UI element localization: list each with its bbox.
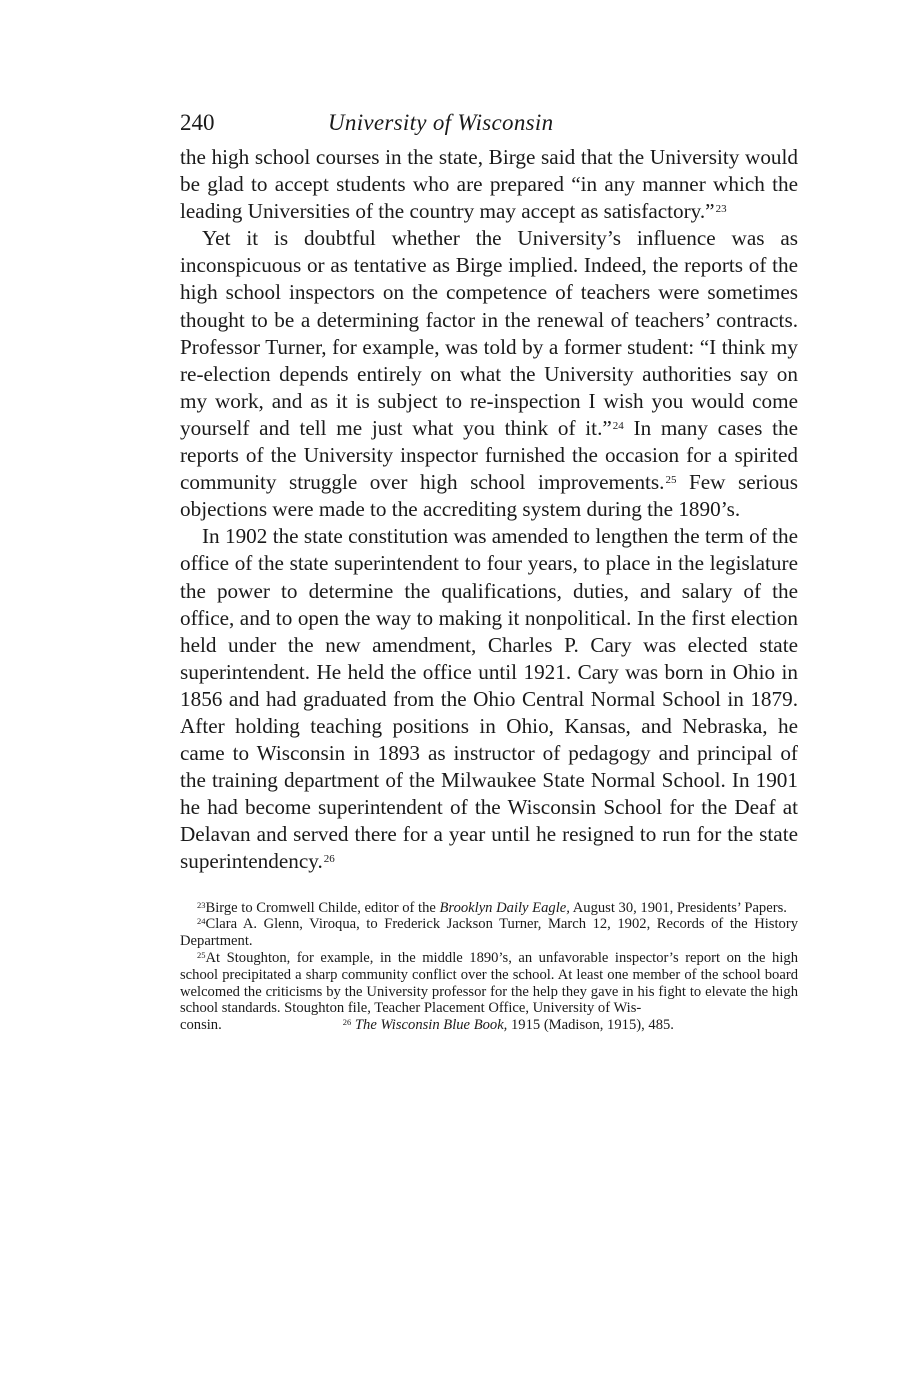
footnote-23 [180,900,798,917]
footnote-ref-24: 24 [612,419,624,432]
footnote-ref-25: 25 [665,474,677,487]
paragraph-1-text: the high school courses in the state, Birge said that the University would be glad to accept students who are prepared “in any manner which the leading Universities of the country may accept as satisfactory.” [180,145,798,224]
footnote-25 [180,950,798,1017]
footnote-23-text-b: August 30, 1901, Presidents’ Papers. [569,899,787,916]
body-text [180,144,798,876]
footnote-25-number: 25 [197,949,206,960]
footnote-ref-23: 23 [715,203,727,216]
footnote-23-italic: Brooklyn Daily Eagle, [439,899,570,916]
page-number: 240 [180,110,215,135]
footnote-25-end-and-26 [180,1017,798,1034]
footnote-26-text: 1915 (Madison, 1915), 485. [507,1017,674,1034]
footnotes [180,900,798,1034]
footnote-25-text: At Stoughton, for example, in the middle 1890’s, an unfavorable inspector’s report on the high school precipitated a sharp community conflict over the school. At least one member of the school board welcomed the criticisms by the University professor for the help they gave in his fight to elevate the high school standards. Stoughton file, Teacher Placement Office, University of Wis- [180,949,798,1017]
book-page [180,110,798,1034]
footnote-ref-26: 26 [323,853,335,866]
paragraph-2-text-a: Yet it is doubtful whether the University’s influence was as inconspicuous or as tentative as Birge implied. Indeed, the reports of the high school inspectors on the competence of teachers were sometimes thought to be a determining factor in the renewal of teachers’ contracts. Professor Turner, for example, was told by a former student: “I think my re-election depends entirely on what the University authorities say on my work, and as it is subject to re-inspection I wish you would come yourself and tell me just what you think of it.” [180,226,798,440]
paragraph-3-text: In 1902 the state constitution was amended to lengthen the term of the office of the state superintendent to four years, to place in the legislature the power to determine the qualifications, duties, and salary of the office, and to open the way to making it nonpolitical. In the first election held under the new amendment, Charles P. Cary was elected state superintendent. He held the office until 1921. Cary was born in Ohio in 1856 and had graduated from the Ohio Central Normal School in 1879. After holding teaching positions in Ohio, Kansas, and Nebraska, he came to Wisconsin in 1893 as instructor of pedagogy and principal of the training department of the Milwaukee State Normal School. In 1901 he had become superintendent of the Wisconsin School for the Deaf at Delavan and served there for a year until he resigned to run for the state superintendency. [180,524,798,874]
running-title: University of Wisconsin [328,110,554,135]
footnote-24-number: 24 [197,916,206,927]
running-header [180,110,798,144]
paragraph-2 [180,225,798,523]
footnote-26-italic: The Wisconsin Blue Book, [354,1017,508,1034]
footnote-24 [180,916,798,950]
paragraph-1 [180,144,798,225]
footnote-23-number: 23 [197,899,206,910]
footnote-25-text-end: consin. [180,1017,222,1034]
paragraph-3 [180,523,798,875]
footnote-26-number: 26 [342,1017,352,1028]
paragraph-2-text-b: In many cases the reports of the University inspector furnished the occasion for a spirited community struggle over high school improvements. [180,415,798,495]
footnote-23-text-a: Birge to Cromwell Childe, editor of the [205,899,440,916]
footnote-24-text: Clara A. Glenn, Viroqua, to Frederick Jackson Turner, March 12, 1902, Records of the History Department. [180,916,798,950]
footnote-26 [342,1017,674,1034]
paragraph-2-text-c: Few serious objections were made to the accrediting system during the 1890’s. [180,470,798,522]
